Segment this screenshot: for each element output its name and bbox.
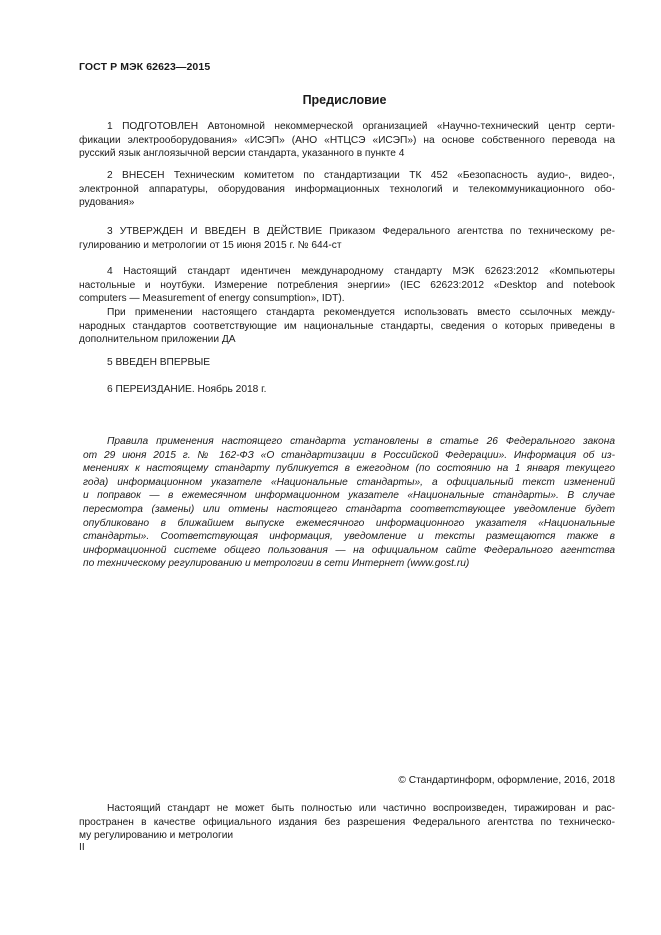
foreword-item-2-line: рудования» — [79, 197, 135, 209]
copyright-line: © Стандартинформ, оформление, 2016, 2018 — [398, 775, 615, 786]
foreword-item-4-note-line: дополнительном приложении ДА — [79, 334, 236, 346]
page-title — [0, 93, 661, 107]
notice-line: года) информационном указателе «Национальные стандарты», а официальный текст изменений — [83, 476, 615, 488]
foreword-item-1 — [79, 120, 615, 161]
reproduction-rights-notice — [79, 802, 615, 843]
foreword-item-2-line: электронной аппаратуры, оборудования информационных технологий и телекоммуникационного обо- — [79, 183, 615, 195]
notice-line: информационной системе общего пользования — на официальном сайте Федерального агентства — [83, 544, 615, 556]
rights-line: пространен в качестве официального издания без разрешения Федерального агентства по техническо- — [79, 816, 615, 828]
application-rules-notice — [83, 435, 615, 571]
notice-line: стандарты». Соответствующая информация, уведомление и тексты размещаются также в — [83, 531, 615, 543]
notice-line: менениях к настоящему стандарту публикуется в ежегодном (по состоянию на 1 января текущего — [83, 463, 615, 475]
notice-line: от 29 июня 2015 г. № 162-ФЗ «О стандартизации в Российской Федерации». Информация об из- — [83, 449, 615, 461]
notice-line: Правила применения настоящего стандарта установлены в статье 26 Федерального закона — [107, 436, 615, 447]
document-code-header: ГОСТ Р МЭК 62623—2015 — [79, 61, 211, 73]
foreword-item-3-line: 3 УТВЕРЖДЕН И ВВЕДЕН В ДЕЙСТВИЕ Приказом Федерального агентства по техническому ре- — [107, 226, 615, 237]
foreword-item-6: 6 ПЕРЕИЗДАНИЕ. Ноябрь 2018 г. — [107, 384, 267, 395]
foreword-item-2 — [79, 169, 615, 210]
foreword-item-1-line: 1 ПОДГОТОВЛЕН Автономной некоммерческой организацией «Научно-технический центр серти- — [107, 121, 615, 132]
foreword-item-5: 5 ВВЕДЕН ВПЕРВЫЕ — [107, 357, 211, 368]
rights-line: Настоящий стандарт не может быть полностью или частично воспроизведен, тиражирован и рас- — [107, 803, 615, 814]
page-title-text: Предисловие — [302, 93, 387, 107]
notice-line: опубликовано в ближайшем выпуске ежемесячного информационного указателя «Национальные — [83, 517, 615, 529]
foreword-item-4-note-line: При применении настоящего стандарта рекомендуется использовать вместо ссылочных между- — [107, 307, 615, 318]
foreword-item-4-note-line: народных стандартов соответствующие им национальные стандарты, сведения о которых приведены в — [79, 320, 615, 332]
page-number: II — [79, 842, 85, 853]
foreword-item-2-line: 2 ВНЕСЕН Техническим комитетом по стандартизации ТК 452 «Безопасность аудио-, видео-, — [107, 170, 615, 181]
foreword-item-4-line: computers — Measurement of energy consumption», IDT). — [79, 293, 345, 305]
foreword-item-4-line: настольные и ноутбуки. Измерение потребления энергии» (IEC 62623:2012 «Desktop and notebook — [79, 279, 615, 291]
foreword-item-1-line: фикации электрооборудования» «ИСЭП» (АНО «НТЦСЭ «ИСЭП») на основе собственного перевода на — [79, 134, 615, 146]
foreword-item-3-line: гулированию и метрологии от 15 июня 2015 г. № 644-ст — [79, 239, 342, 251]
notice-line: по техническому регулированию и метрологии в сети Интернет (www.gost.ru) — [83, 558, 470, 570]
notice-line: пересмотра (замены) или отмены настоящего стандарта соответствующее уведомление будет — [83, 503, 615, 515]
foreword-item-4-line: 4 Настоящий стандарт идентичен международному стандарту МЭК 62623:2012 «Компьютеры — [107, 266, 615, 277]
rights-line: му регулированию и метрологии — [79, 830, 234, 842]
foreword-item-3 — [79, 225, 615, 252]
foreword-item-4-note — [79, 306, 615, 347]
notice-line: и поправок — в ежемесячном информационном указателе «Национальные стандарты». В случае — [83, 490, 615, 502]
foreword-item-4 — [79, 265, 615, 306]
foreword-item-1-line: русский язык англоязычной версии стандарта, указанного в пункте 4 — [79, 148, 405, 160]
